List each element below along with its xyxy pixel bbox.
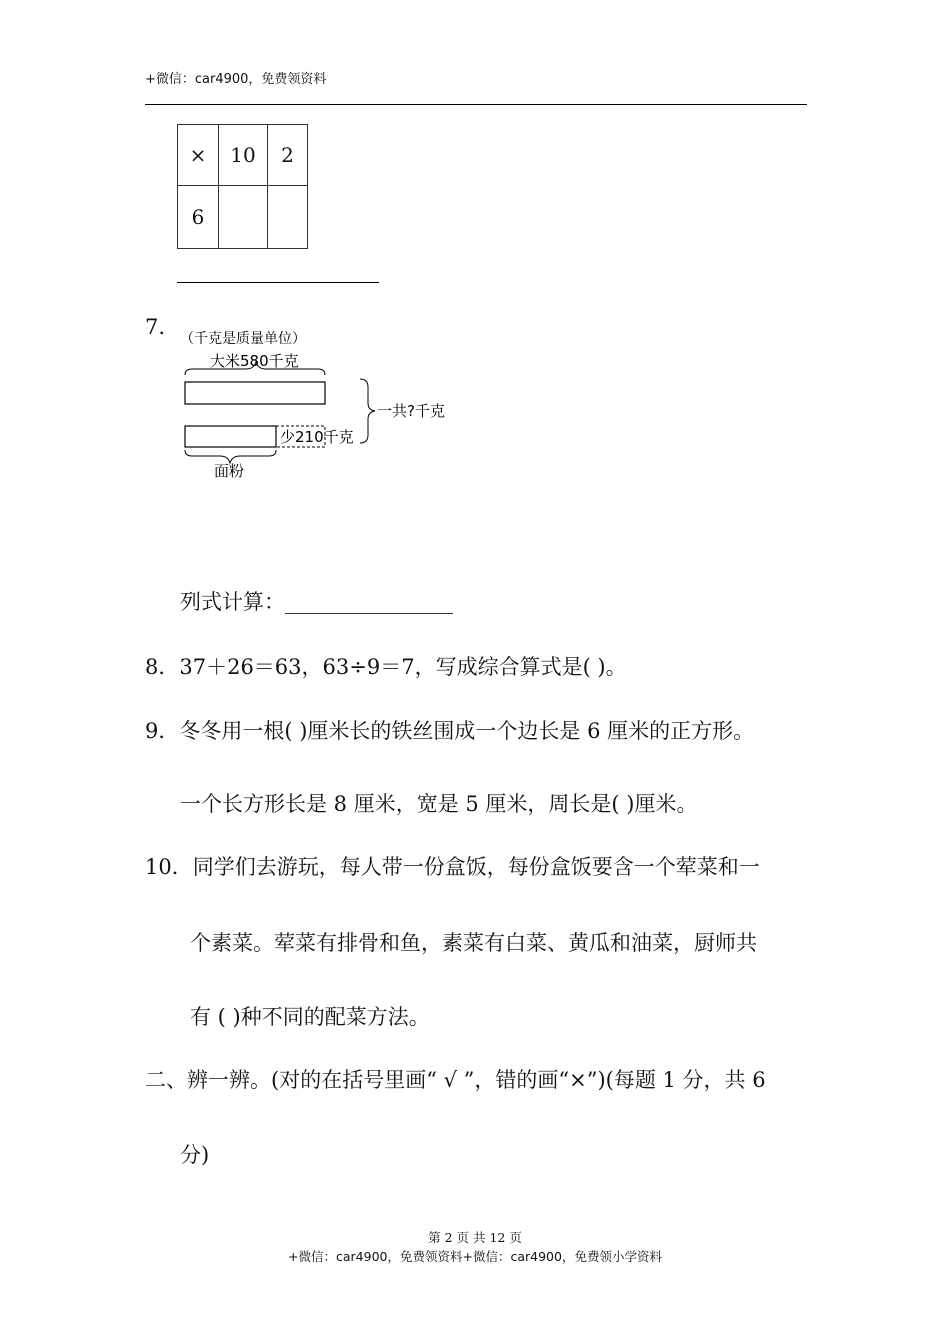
- footer-watermark: +微信：car4900，免费领资料+微信：car4900，免费领小学资料: [288, 1249, 662, 1264]
- q9-line1: 9．冬冬用一根( )厘米长的铁丝围成一个边长是 6 厘米的正方形。: [145, 719, 755, 743]
- rice-label: 大米580千克: [210, 352, 299, 370]
- calc-label: 列式计算：: [180, 590, 285, 614]
- calc-line: [180, 586, 453, 616]
- rice-bar: [185, 382, 325, 404]
- q7-diagram: [180, 325, 480, 485]
- header-rule: [145, 104, 807, 105]
- q8-text: 8．37＋26＝63，63÷9＝7，写成综合算式是( )。: [145, 655, 627, 679]
- q10-line1: 10．同学们去游玩，每人带一份盒饭，每份盒饭要含一个荤菜和一: [145, 855, 760, 879]
- q7-number: 7.: [145, 315, 166, 339]
- q10-line2: 个素菜。荤菜有排骨和鱼，素菜有白菜、黄瓜和油菜，厨师共: [190, 931, 757, 955]
- total-label: 一共?千克: [377, 402, 445, 420]
- table-op-cell: ×: [178, 125, 219, 186]
- table-col-2: 2: [268, 125, 308, 186]
- section2-line2: 分): [180, 1143, 210, 1167]
- less-label: 少210千克: [280, 428, 354, 446]
- section2-line1: 二、辨一辨。(对的在括号里画“ √ ”，错的画“×”)(每题 1 分，共 6: [145, 1068, 766, 1092]
- calc-blank[interactable]: ________________: [285, 590, 453, 614]
- q9-line2: 一个长方形长是 8 厘米，宽是 5 厘米，周长是( )厘米。: [180, 792, 698, 816]
- header-watermark: +微信：car4900，免费领资料: [145, 72, 327, 87]
- flour-bar: [185, 426, 276, 447]
- multiplication-table: [177, 124, 308, 249]
- table-row-1: 6: [178, 186, 219, 249]
- table-answer-cell[interactable]: [268, 186, 308, 249]
- table-answer-cell[interactable]: [219, 186, 268, 249]
- answer-line: [177, 282, 379, 283]
- total-brace: [360, 379, 375, 443]
- q7-note: （千克是质量单位）: [180, 331, 306, 347]
- table-col-1: 10: [219, 125, 268, 186]
- flour-label: 面粉: [214, 462, 245, 480]
- page-number: 第 2 页 共 12 页: [428, 1230, 522, 1245]
- q10-line3: 有 ( )种不同的配菜方法。: [190, 1005, 430, 1029]
